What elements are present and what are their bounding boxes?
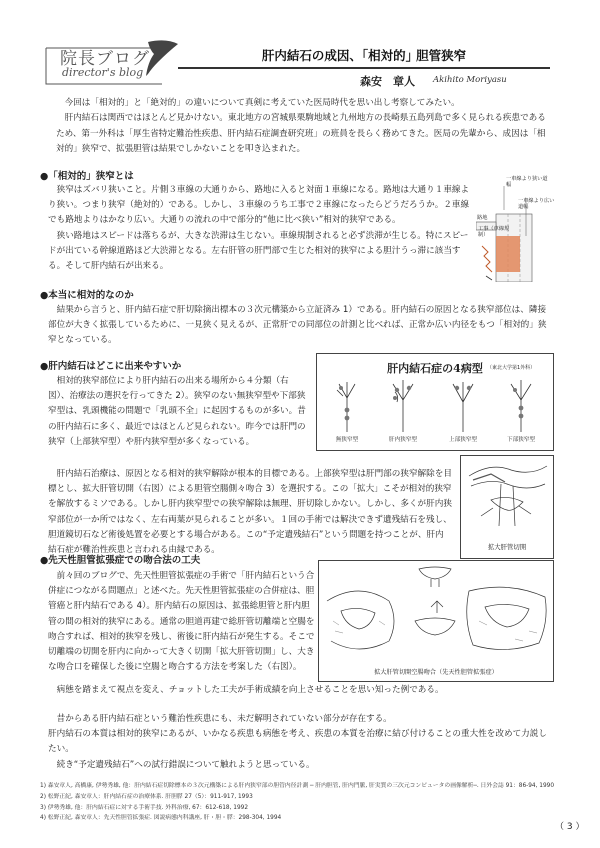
road-label-wide: 一車線より広い道幅 (518, 198, 555, 211)
reference-item: 2) 松野正紀, 森安章人：肝内結石症の治療体系. 肝胆膵 27（5）：911-917, 1993 (40, 793, 253, 800)
intro-paragraph: 今回は「相対的」と「絶対的」の違いについて真剣に考えていた医局時代を思い出し考察してみたい。 (64, 98, 460, 108)
incision-drawing (461, 456, 553, 540)
blog-title: 院長ブログ (60, 49, 150, 69)
section-body-anastomosis-note (48, 683, 552, 698)
type-label: 上部狭窄型 (449, 437, 477, 443)
article-title: 肝内結石の成因、｢相対的｣ 胆管狭窄 (261, 48, 467, 63)
anastomosis-figure (318, 560, 554, 682)
closing-paragraph: 肝内結石の本質は相対的狭窄にあるが、いかなる疾患も病態を考え、疾患の本質を治療に結び付けることの重大性を改めて力説したい。 (48, 729, 547, 755)
section-heading-truly-relative: ●本当に相対的なのか (40, 290, 134, 301)
anastomosis-drawing (319, 561, 553, 665)
closing-text (48, 712, 554, 773)
closing-paragraph: 続き“予定遺残結石”への試行錯誤について触れようと思っている。 (56, 759, 315, 770)
author-name: 森安 章人 (360, 75, 415, 88)
paragraph: 狭窄はズバリ狭いこと。片側３車線の大通りから、路地に入ると対面１車線になる。路地は大通り１車線より狭い。つまり狭窄（絶対的）である。しかし、３車線のうち工事で２車線になったらどうだろうか。２車線でも路地よりはかなり広い。大通りの流れの中で部分的“他に比べ狭い”相対的狭窄である。 (48, 185, 470, 226)
blog-subtitle: director's blog (62, 66, 144, 79)
intro-paragraph: 肝内結石は関西ではほとんど見かけない。東北地方の宮城県栗駒地域と九州地方の長崎県五島列島で多く見られる疾患であるため、第一外科は「厚生省特定難治性疾患、肝内結石症調査研究班」の班員を長らく務めてきた。医局の先輩から、成因は「相対的」狭窄で、拡張胆管は結果でしかないことを叩き込まれた。 (56, 113, 546, 155)
type-label: 下部狭窄型 (507, 437, 535, 443)
incision-figure (460, 455, 554, 559)
closing-paragraph: 昔からある肝内結石症という難治性疾患にも、未だ解明されていない部分が存在する。 (56, 714, 392, 724)
section-body-truly-relative (48, 303, 552, 349)
bile-duct-drawings (317, 374, 553, 434)
road-label-construction: 工事（車線規制） (478, 226, 510, 239)
intro-text (56, 96, 552, 158)
section-body-stone-location (48, 374, 310, 450)
author-roman: Akihito Moriyasu (433, 75, 507, 85)
paragraph: 前々回のブログで、先天性胆管拡張症の手術で「肝内結石という合併症につながる問題点」と述べた。先天性胆管拡張症の合併症は、胆管癌と肝内結石である 4）。肝内結石の原因は、拡張総胆管と肝内胆管の間の相対的狭窄にある。通常の胆道再建で総肝管切離端と空腸を吻合すれば、相対的狭窄を残し、術後に肝内結石が発生する。そこで切離端の切開を肝内に向かって大きく切開「拡大肝管切開」し、大きな吻合口を確保した後に空腸と吻合する方法を考案した（右図）。 (48, 571, 315, 673)
type-label: 無狭窄型 (335, 437, 359, 443)
paragraph: 結果から言うと、肝内結石症で肝切除摘出標本の３次元構築から立証済み 1）である。肝内結石の原因となる狭窄部位は、隣接部位が大きく拡張しているために、一見狭く見えるが、正常肝での同部位の計測と比べれば、正常か広い内径をもつ「相対的」狭窄となっている。 (48, 305, 547, 346)
paragraph: 相対的狭窄部位により肝内結石の出来る場所から４分類（右図）、治療法の選択を行ってきた 2）。狭窄のない無狭窄型や下部狭窄型は、乳頭機能の問題で「乳頭不全」に起因するものが多い。昔の肝内結石に多く、最近ではほとんど見られない。昨今では肝門の狭窄（上部狭窄型）や肝内狭窄型が多くなっている。 (48, 376, 306, 447)
section-heading-anastomosis: ●先天性胆管拡張症での吻合法の工夫 (40, 555, 201, 566)
road-label-narrow: 一車線より狭い道幅 (506, 176, 548, 189)
page-number: （ 3 ） (555, 822, 585, 832)
paragraph: 病態を踏まえて視点を変え、チョットした工夫が手術成績を向上させることを思い知った例である。 (56, 685, 444, 695)
reference-item: 1) 森安章人, 高橋康, 伊勢秀雄, 他：肝内結石症切除標本の３次元構築による肝内狭窄部の胆管内径計測 ─ 肝内胆管, 肝内門脈, 肝実質の三次元コンピュータの画像解析─. 日外会誌 91：86-94, 1990 (40, 783, 555, 789)
section-body-relative-stenosis (48, 183, 474, 274)
section-body-stone-treatment (48, 467, 452, 558)
section-heading-relative-stenosis: ●「相対的」狭窄とは (40, 171, 134, 182)
incision-caption: 拡大肝管切開 (487, 543, 527, 551)
road-label-alley: 路地 (477, 215, 488, 221)
classification-figure (316, 353, 554, 451)
classification-title: 肝内結石症の4病型 (387, 362, 483, 375)
references (40, 781, 560, 824)
anastomosis-caption: 拡大肝管切開空腸吻合（先天性胆管拡張症） (374, 669, 498, 676)
reference-item: 4) 松野正紀, 森安章人：先天性胆管拡張症. 図説病態内科講座, 肝・胆・膵：298-304, 1994 (40, 815, 282, 822)
header-divider (178, 67, 550, 69)
classification-source: （東北大学第1外科） (487, 365, 536, 371)
paragraph: 肝内結石治療は、原因となる相対的狭窄解除が根本的目標である。上部狭窄型は肝門部の狭窄解除を目標とし、拡大肝管切開（右図）による胆管空腸側々吻合 3）を選択する。この「拡大」こそが相対的狭窄を解放するミソである。しかし肝内狭窄型での狭窄解除は無理、肝切除しかない。しかし、多くが肝内狭窄部位が一か所ではなく、左右両葉が見られることが多い。１回の手術では解決できず遺残結石を残し、胆道鏡切石など術後処置を必要とする場合がある。この“予定遺残結石”という問題を持つことが、肝内結石症が難治性疾患と言われる由縁である。 (48, 469, 452, 556)
paragraph: 狭い路地はスピードは落ちるが、大きな渋滞は生じない。車線規制されると必ず渋滞が生じる。特にスピードが出ている幹線道路ほど大渋滞となる。左右肝管の肝門部で生じた相対的狭窄による胆汁うっ滞に該当する。そして肝内結石が出来る。 (48, 230, 469, 272)
section-heading-stone-location: ●肝内結石はどこに出来やすいか (40, 361, 182, 372)
type-label: 肝内狭窄型 (389, 437, 417, 443)
reference-item: 3) 伊勢秀雄, 他：肝内結石症に対する手術手技. 外科治療, 67：612-618, 1992 (40, 804, 249, 811)
section-body-anastomosis (48, 569, 316, 675)
